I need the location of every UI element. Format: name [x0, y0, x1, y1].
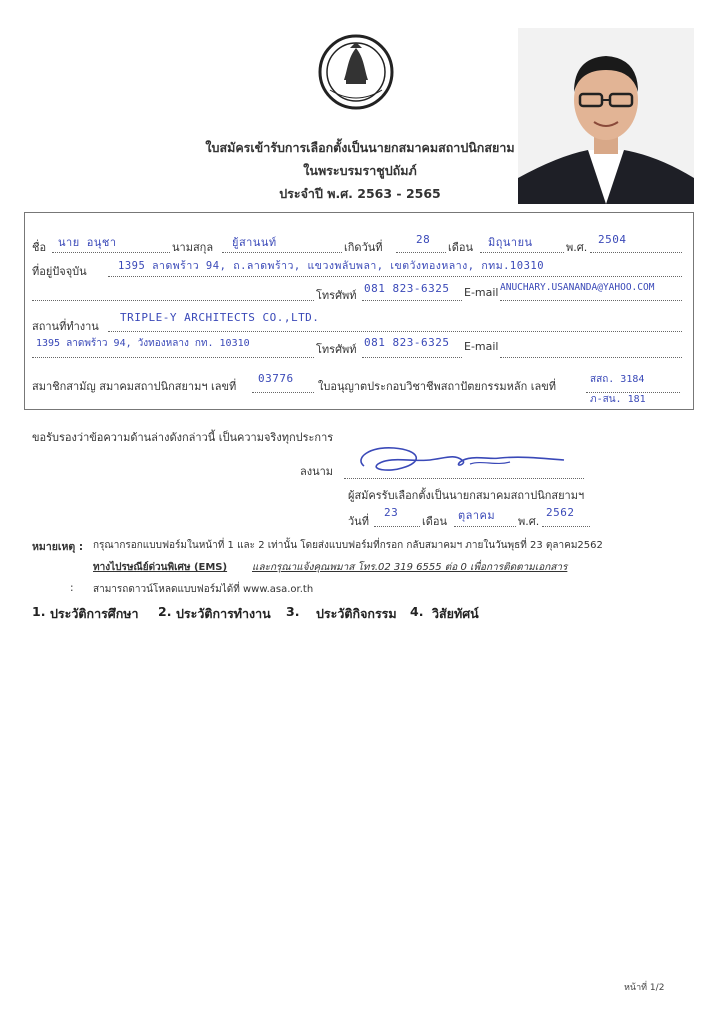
section-num-vision: 4.: [410, 604, 424, 619]
notes-line-3: สามารถดาวน์โหลดแบบฟอร์มได้ที่ www.asa.or.th: [93, 584, 314, 595]
form-subtitle: ในพระบรมราชูปถัมภ์: [303, 163, 417, 178]
workplace-value: TRIPLE-Y ARCHITECTS CO.,LTD.: [120, 311, 320, 324]
birth-year-value: 2504: [598, 233, 627, 246]
email-label: E-mail: [464, 286, 499, 299]
work-email-label: E-mail: [464, 340, 499, 353]
phone-value: 081 823-6325: [364, 282, 450, 295]
section-num-education: 1.: [32, 604, 46, 619]
section-activities: ประวัติกิจกรรม: [316, 606, 397, 621]
license-number-value-2: ภ-สน. 181: [590, 394, 646, 405]
member-label: สมาชิกสามัญ สมาคมสถาปนิกสยามฯ เลขที่: [32, 380, 237, 393]
phone-label: โทรศัพท์: [316, 289, 357, 302]
surname-value: ยู้สานนท์: [232, 236, 277, 249]
work-phone-label: โทรศัพท์: [316, 343, 357, 356]
signature-label: ลงนาม: [300, 465, 334, 478]
work-email-field[interactable]: [500, 345, 682, 358]
date-day-value: 23: [384, 506, 399, 519]
date-label: วันที่: [348, 515, 369, 528]
date-month-label: เดือน: [422, 515, 448, 528]
name-value: นาย อนุชา: [58, 236, 117, 249]
license-label: ใบอนุญาตประกอบวิชาชีพสถาปัตยกรรมหลัก เลขที่: [318, 380, 557, 393]
form-term: ประจำปี พ.ศ. 2563 - 2565: [279, 186, 441, 201]
signature-image: [350, 440, 570, 476]
notes-label: หมายเหตุ :: [32, 541, 84, 553]
date-month-value: ตุลาคม: [458, 509, 496, 522]
date-year-value: 2562: [546, 506, 575, 519]
birth-month-label: เดือน: [448, 241, 474, 254]
form-title: ใบสมัครเข้ารับการเลือกตั้งเป็นนายกสมาคมสถาปนิกสยาม: [205, 140, 515, 155]
section-education: ประวัติการศึกษา: [50, 606, 139, 621]
notes-line-2a: ทางไปรษณีย์ด่วนพิเศษ (EMS): [93, 562, 228, 573]
notes-line-1: กรุณากรอกแบบฟอร์มในหน้าที่ 1 และ 2 เท่านั้น โดยส่งแบบฟอร์มที่กรอก กลับสมาคมฯ ภายในวันพุธที่ 23 ตุลาคม2562: [93, 540, 603, 551]
birth-day-label: เกิดวันที่: [344, 241, 383, 254]
email-value: ANUCHARY.USANANDA@YAHOO.COM: [500, 282, 655, 293]
work-address-value: 1395 ลาดพร้าว 94, วังทองหลาง กท. 10310: [36, 338, 250, 349]
birth-month-value: มิถุนายน: [488, 236, 533, 249]
surname-label: นามสกุล: [172, 241, 214, 254]
birth-day-value: 28: [416, 233, 431, 246]
name-label: ชื่อ: [32, 241, 47, 254]
notes-colon: :: [70, 582, 74, 594]
address-line2-field[interactable]: [32, 288, 314, 301]
date-year-label: พ.ศ.: [518, 515, 540, 528]
certify-statement: ขอรับรองว่าข้อความด้านล่างดังกล่าวนี้ เป็นความจริงทุกประการ: [32, 431, 334, 444]
section-vision: วิสัยทัศน์: [432, 606, 479, 621]
member-number-value: 03776: [258, 372, 294, 385]
page-number: หน้าที่ 1/2: [624, 983, 665, 993]
workplace-label: สถานที่ทำงาน: [32, 320, 99, 333]
applicant-label: ผู้สมัครรับเลือกตั้งเป็นนายกสมาคมสถาปนิกสยามฯ: [348, 489, 585, 502]
notes-line-2b: และกรุณาแจ้งคุณพมาส โทร.02 319 6555 ต่อ 0 เพื่อการติดตามเอกสาร: [252, 562, 568, 573]
address-label: ที่อยู่ปัจจุบัน: [32, 265, 87, 278]
work-phone-value: 081 823-6325: [364, 336, 450, 349]
section-work-history: ประวัติการทำงาน: [176, 606, 271, 621]
license-number-value: สสถ. 3184: [590, 374, 645, 385]
association-logo: [318, 24, 394, 120]
birth-year-label: พ.ศ.: [566, 241, 588, 254]
address-value: 1395 ลาดพร้าว 94, ถ.ลาดพร้าว, แขวงพลับพลา, เขตวังทองหลาง, กทม.10310: [118, 260, 545, 272]
section-num-activities: 3.: [286, 604, 300, 619]
section-num-work: 2.: [158, 604, 172, 619]
